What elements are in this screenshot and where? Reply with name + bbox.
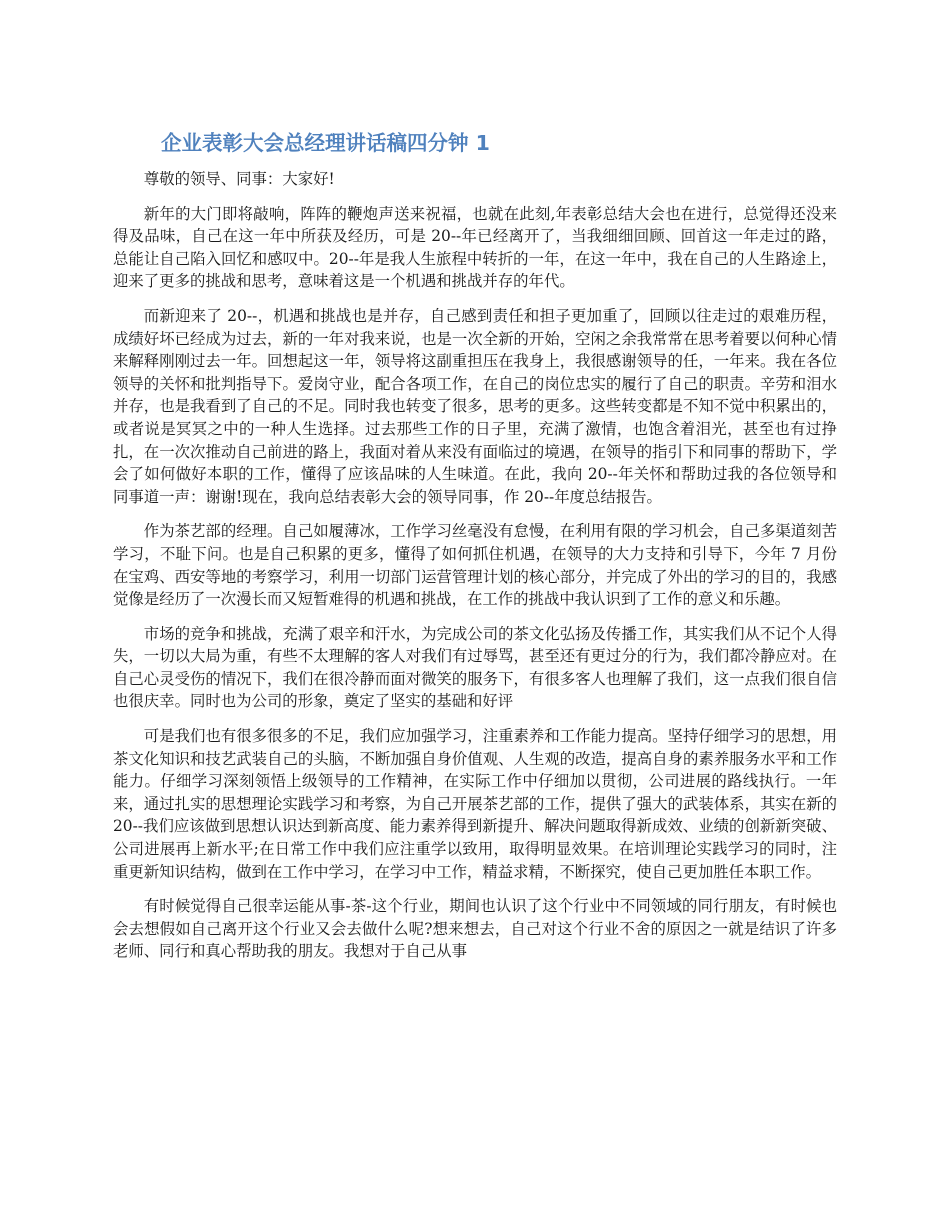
- document-title: 企业表彰大会总经理讲话稿四分钟 1: [161, 131, 490, 155]
- body-paragraph: 市场的竞争和挑战，充满了艰辛和汗水，为完成公司的茶文化弘扬及传播工作，其实我们从不记个人得失，一切以大局为重，有些不太理解的客人对我们有过辱骂，甚至还有更过分的行为，我们都冷静应对。在自己心灵受伤的情况下，我们在很冷静而面对微笑的服务下，有很多客人也理解了我们，这一点我们很自信也很庆幸。同时也为公司的形象，奠定了坚实的基础和好评: [113, 624, 837, 711]
- body-paragraph: 而新迎来了 20--，机遇和挑战也是并存，自己感到责任和担子更加重了，回顾以往走过的艰难历程，成绩好坏已经成为过去，新的一年对我来说，也是一次全新的开始，空闲之余我常常在思考着要以何种心情来解释刚刚过去一年。回想起这一年，领导将这副重担压在我身上，我很感谢领导的任，一年来。我在各位领导的关怀和批判指导下。爱岗守业，配合各项工作，在自己的岗位忠实的履行了自己的职责。辛劳和泪水并存，也是我看到了自己的不足。同时我也转变了很多，思考的更多。这些转变都是不知不觉中积累出的，或者说是冥冥之中的一种人生选择。过去那些工作的日子里，充满了激情，也饱含着泪光，甚至也有过挣扎，在一次次推动自己前进的路上，我面对着从来没有面临过的境遇，在领导的指引下和同事的帮助下，学会了如何做好本职的工作，懂得了应该品味的人生味道。在此，我向 20--年关怀和帮助过我的各位领导和同事道一声：谢谢!现在，我向总结表彰大会的领导同事，作 20--年度总结报告。: [113, 306, 837, 506]
- greeting-paragraph: 尊敬的领导、同事：大家好!: [143, 170, 335, 188]
- document-body: [113, 168, 837, 975]
- body-paragraph: 可是我们也有很多很多的不足，我们应加强学习，注重素养和工作能力提高。坚持仔细学习的思想，用茶文化知识和技艺武装自己的头脑，不断加强自身价值观、人生观的改造，提高自身的素养服务水平和工作能力。仔细学习深刻领悟上级领导的工作精神，在实际工作中仔细加以贯彻，公司进展的路线执行。一年来，通过扎实的思想理论实践学习和考察，为自己开展茶艺部的工作，提供了强大的武装体系，其实在新的 20--我们应该做到思想认识达到新高度、能力素养得到新提升、解决问题取得新成效、业绩的创新新突破、公司进展再上新水平;在日常工作中我们应注重学以致用，取得明显效果。在培训理论实践学习的同时，注重更新知识结构，做到在工作中学习，在学习中工作，精益求精，不断探究，使自己更加胜任本职工作。: [113, 727, 837, 881]
- body-paragraph: 作为茶艺部的经理。自己如履薄冰，工作学习丝毫没有怠慢，在利用有限的学习机会，自己多渠道刻苦学习，不耻下问。也是自己积累的更多，懂得了如何抓住机遇，在领导的大力支持和引导下，今年 7 月份在宝鸡、西安等地的考察学习，利用一切部门运营管理计划的核心部分，并完成了外出的学习的目的，我感觉像是经历了一次漫长而又短暂难得的机遇和挑战，在工作的挑战中我认识到了工作的意义和乐趣。: [113, 522, 837, 609]
- body-paragraph: 有时候觉得自己很幸运能从事-茶-这个行业，期间也认识了这个行业中不同领域的同行朋友，有时候也会去想假如自己离开这个行业又会去做什么呢?想来想去，自己对这个行业不舍的原因之一就是结识了许多老师、同行和真心帮助我的朋友。我想对于自己从事: [113, 897, 837, 961]
- body-paragraph: 新年的大门即将敲响，阵阵的鞭炮声送来祝福，也就在此刻,年表彰总结大会也在进行，总觉得还没来得及品味，自己在这一年中所获及经历，可是 20--年已经离开了，当我细细回顾、回首这一年走过的路，总能让自己陷入回忆和感叹中。20--年是我人生旅程中转折的一年，在这一年中，我在自己的人生路途上，迎来了更多的挑战和思考，意味着这是一个机遇和挑战并存的年代。: [113, 204, 837, 291]
